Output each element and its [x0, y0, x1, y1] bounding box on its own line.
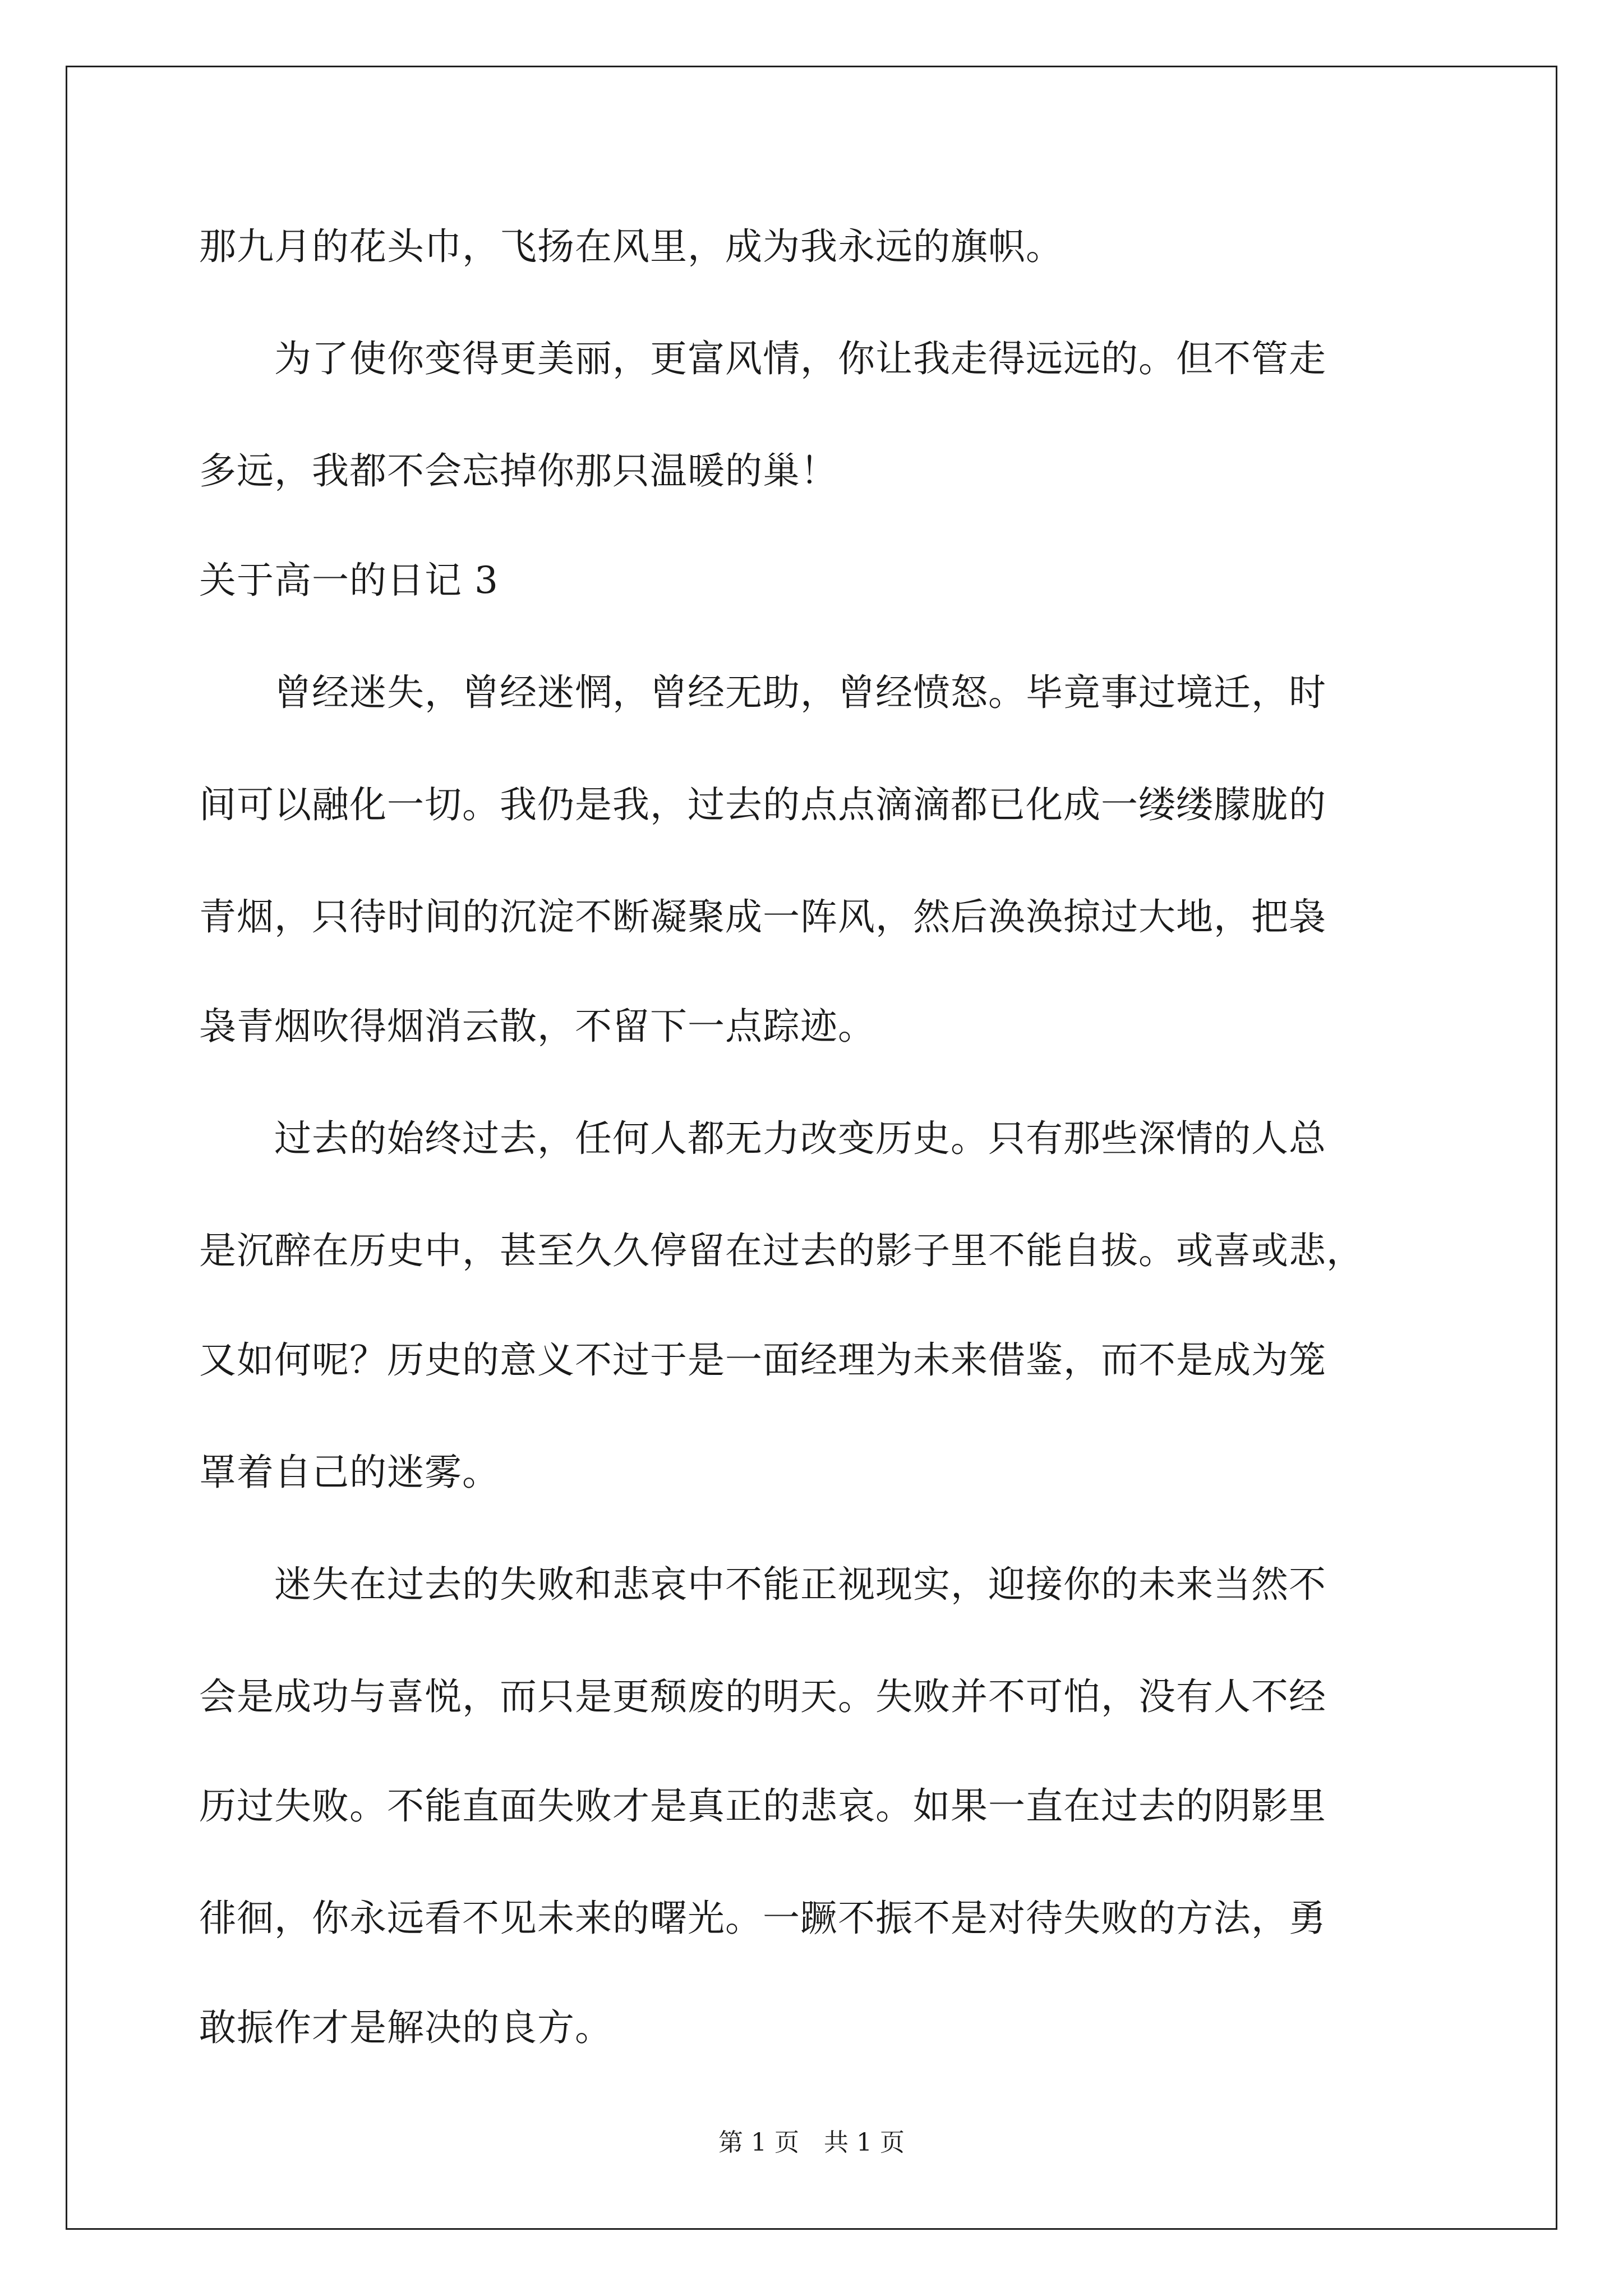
body-line: 曾经迷失，曾经迷惘，曾经无助，曾经愤怒。毕竟事过境迁，时 — [199, 671, 1326, 714]
body-line: 历过失败。不能直面失败才是真正的悲哀。如果一直在过去的阴影里 — [199, 1784, 1326, 1828]
body-line: 迷失在过去的失败和悲哀中不能正视现实，迎接你的未来当然不 — [199, 1563, 1326, 1606]
body-line: 那九月的花头巾，飞扬在风里，成为我永远的旗帜。 — [199, 225, 1063, 268]
body-line: 会是成功与喜悦，而只是更颓废的明天。失败并不可怕，没有人不经 — [199, 1675, 1326, 1718]
body-line: 徘徊，你永远看不见未来的曙光。一蹶不振不是对待失败的方法，勇 — [199, 1897, 1326, 1940]
body-line: 多远，我都不会忘掉你那只温暖的巢！ — [199, 449, 838, 493]
page-footer: 第 1 页 共 1 页 — [718, 2128, 905, 2157]
body-line: 间可以融化一切。我仍是我，过去的点点滴滴都已化成一缕缕朦胧的 — [199, 783, 1326, 826]
body-line: 又如何呢？历史的意义不过于是一面经理为未来借鉴，而不是成为笼 — [199, 1338, 1326, 1382]
body-line: 罩着自己的迷雾。 — [199, 1451, 500, 1494]
body-line: 敢振作才是解决的良方。 — [199, 2006, 612, 2049]
body-line: 是沉醉在历史中，甚至久久停留在过去的影子里不能自拔。或喜或悲， — [199, 1229, 1364, 1272]
body-line: 过去的始终过去，任何人都无力改变历史。只有那些深情的人总 — [199, 1117, 1326, 1160]
section-heading: 关于高一的日记 3 — [199, 559, 499, 602]
body-line: 为了使你变得更美丽，更富风情，你让我走得远远的。但不管走 — [199, 337, 1326, 380]
body-line: 青烟，只待时间的沉淀不断凝聚成一阵风，然后涣涣掠过大地，把袅 — [199, 895, 1326, 938]
body-line: 袅青烟吹得烟消云散，不留下一点踪迹。 — [199, 1005, 875, 1048]
